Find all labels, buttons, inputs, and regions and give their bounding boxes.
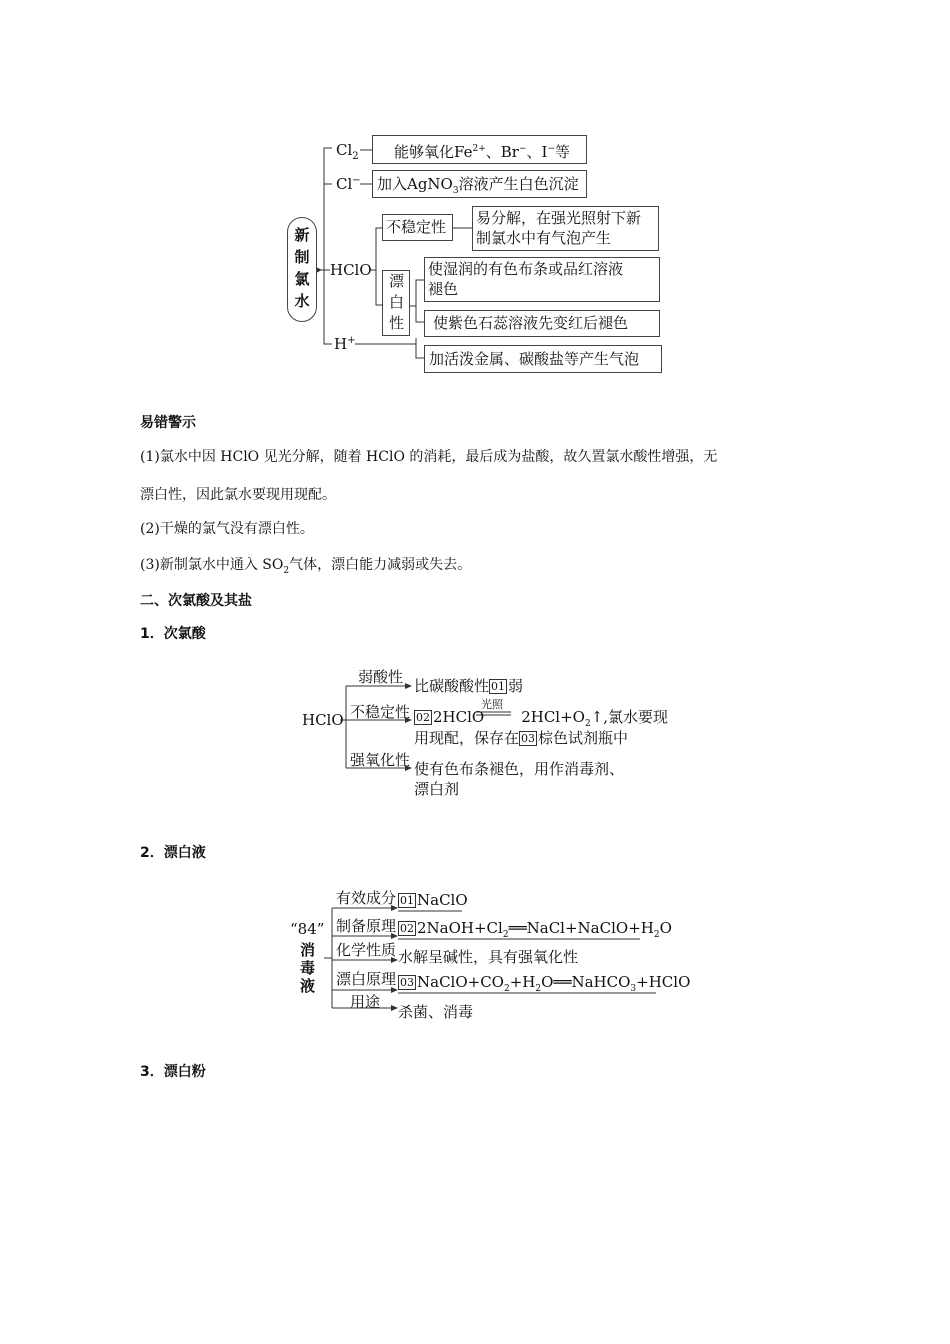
hclo-branch-acid-label: 弱酸性 — [358, 668, 404, 686]
bleach-label-component: 有效成分 — [336, 889, 397, 907]
bleach-chemical-value: 水解呈碱性，具有强氧化性 — [398, 948, 579, 966]
hclo-unstable-desc-line2: 用现配，保存在 03 棕色试剂瓶中 — [414, 729, 629, 747]
box-unstable: 不稳定性 — [382, 214, 453, 241]
hclo-oxidize-desc-line2: 漂白剂 — [414, 780, 460, 798]
box-bleach-desc2: 使紫色石蕊溶液先变红后褪色 — [424, 310, 660, 337]
branch-hclo: HClO — [330, 261, 372, 279]
branch-cl-minus: Cl− — [336, 175, 361, 193]
bleach-label-preparation: 制备原理 — [336, 917, 397, 935]
section-title: 二、次氯酸及其盐 — [140, 593, 252, 609]
branch-h-plus: H+ — [334, 335, 356, 353]
hclo-acid-desc: 比碳酸酸性 01 弱 — [414, 677, 524, 695]
bleach-principle-equation: 03 $NaClO+CO_2+H_2O══NaHCO_3+HClO$ — [400, 973, 691, 994]
hclo-unstable-desc-line1: 02 2HClO $2HCl+O_2↑$,氯水要现 — [416, 708, 669, 729]
box-h-plus-desc: 加活泼金属、碳酸盐等产生气泡 — [424, 345, 662, 373]
box-bleach: 漂 白 性 — [382, 270, 410, 336]
box-bleach-desc1: 使湿润的有色布条或品红溶液 褪色 — [424, 257, 660, 302]
warning-title: 易错警示 — [140, 415, 196, 431]
hclo-light-condition: 光照 — [481, 698, 503, 711]
warning-p1-line1: (1)氯水中因 HClO 见光分解，随着 HClO 的消耗，最后成为盐酸，故久置氯水酸性增强，无 — [140, 449, 718, 465]
hclo-oxidize-desc-line1: 使有色布条褪色，用作消毒剂、 — [414, 760, 625, 778]
bleach-root-char: 液 — [300, 977, 316, 995]
hclo-branch-unstable-label: 不稳定性 — [350, 703, 411, 721]
branch-cl2: $Cl_2$ — [336, 141, 359, 162]
warning-p3: (3)新制氯水中通入 $SO_2$气体，漂白能力减弱或失去。 — [140, 557, 472, 576]
subsection-hclo-title: 1．次氯酸 — [140, 626, 206, 642]
center-char: 制 — [294, 248, 310, 266]
bleach-root-84: “84” — [290, 920, 325, 938]
hclo-root: HClO — [302, 711, 344, 729]
bleach-preparation-equation: 02 $2NaOH+Cl_2══NaCl+NaClO+H_2O$ — [400, 919, 672, 940]
bleach-root-char: 消 — [300, 941, 316, 959]
warning-p1-line2: 漂白性，因此氯水要现用现配。 — [140, 487, 336, 503]
bleach-label-principle: 漂白原理 — [336, 970, 397, 988]
bleach-root-char: 毒 — [300, 959, 316, 977]
bleach-label-chemical: 化学性质 — [336, 941, 397, 959]
hclo-branch-oxidize-label: 强氧化性 — [350, 751, 411, 769]
bleach-component-value: 01 NaClO — [400, 891, 468, 909]
center-char: 新 — [294, 226, 310, 244]
bleach-label-use: 用途 — [350, 993, 381, 1011]
subsection-bleach-powder-title: 3．漂白粉 — [140, 1064, 206, 1080]
box-cl2-oxidize: 能够氧化$Fe^{2+}$、Br−、I−等 — [372, 135, 587, 164]
bleach-use-value: 杀菌、消毒 — [398, 1003, 474, 1021]
center-char: 氯 — [294, 270, 310, 288]
center-char: 水 — [294, 292, 310, 310]
warning-p2: (2)干燥的氯气没有漂白性。 — [140, 521, 314, 537]
box-unstable-desc: 易分解，在强光照射下新 制氯水中有气泡产生 — [472, 206, 659, 251]
box-cl-minus-agno3: 加入AgNO$_3$溶液产生白色沉淀 — [372, 170, 587, 198]
subsection-bleach-liquid-title: 2．漂白液 — [140, 845, 206, 861]
